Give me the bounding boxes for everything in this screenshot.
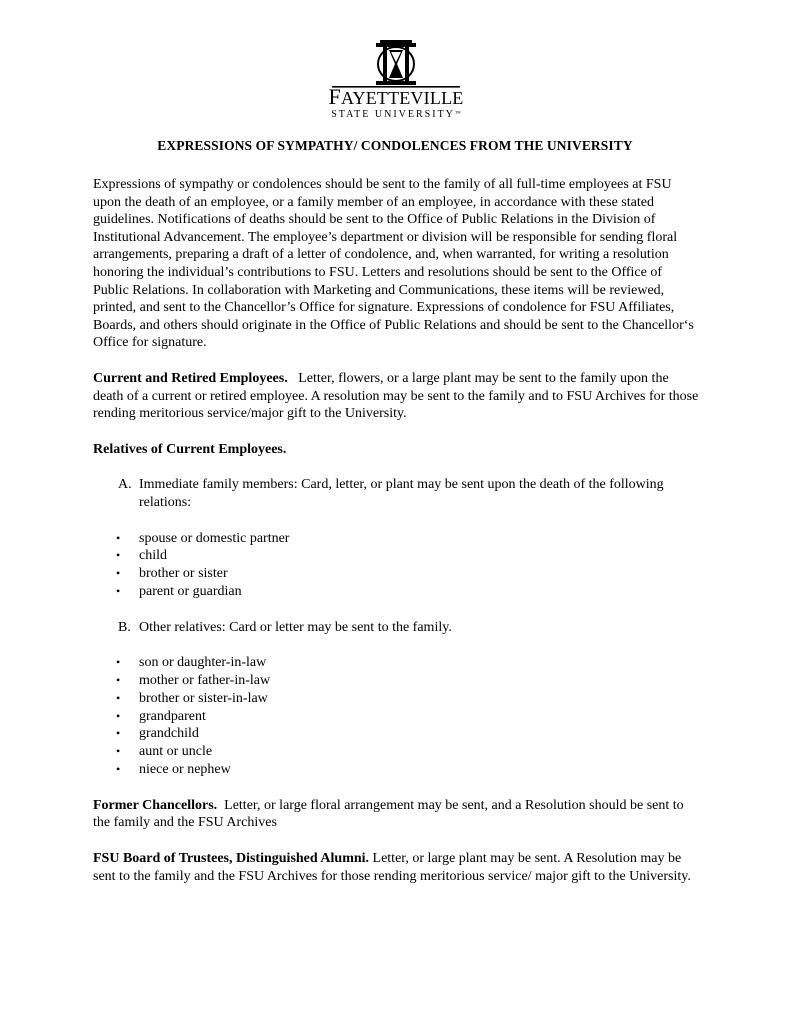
list-label: A. bbox=[118, 477, 132, 493]
current-retired-section bbox=[93, 370, 701, 423]
section-text: Letter, or large plant may be sent. A Resolution may be sent to the family and the FSU Archives for those rending meritorious service/ major gift to the University. bbox=[93, 851, 691, 884]
list-item: • child bbox=[116, 548, 167, 564]
list-text: Other relatives: Card or letter may be sent to the family. bbox=[139, 619, 452, 635]
bullet-icon: • bbox=[116, 762, 121, 777]
bullet-icon: • bbox=[116, 655, 121, 670]
section-heading: Current and Retired Employees. bbox=[93, 370, 288, 386]
other-relatives-item bbox=[118, 619, 701, 637]
list-item: • niece or nephew bbox=[116, 762, 231, 778]
list-text: Immediate family members: Card, letter, or plant may be sent upon the death of the following relations: bbox=[139, 477, 664, 510]
section-heading: Former Chancellors. bbox=[93, 797, 218, 813]
list-item: • brother or sister-in-law bbox=[116, 690, 268, 706]
list-item: • grandparent bbox=[116, 708, 206, 724]
section-text: Letter, or large floral arrangement may be sent, and a Resolution should be sent to the family and the FSU Archives bbox=[93, 797, 684, 831]
bullet-icon: • bbox=[116, 673, 121, 688]
list-item: • aunt or uncle bbox=[116, 744, 213, 760]
list-item: • son or daughter-in-law bbox=[116, 655, 267, 671]
bullet-icon: • bbox=[116, 530, 121, 545]
bullet-icon: • bbox=[116, 744, 121, 759]
bullet-icon: • bbox=[116, 726, 121, 741]
trustees-alumni-section bbox=[93, 850, 701, 885]
relatives-section bbox=[93, 441, 701, 797]
logo-subtitle: STATE UNIVERSITY™ bbox=[331, 109, 461, 120]
bullet-icon: • bbox=[116, 583, 121, 598]
section-heading: FSU Board of Trustees, Distinguished Alumni. bbox=[93, 851, 370, 867]
university-logo bbox=[328, 40, 464, 124]
bullet-icon: • bbox=[116, 548, 121, 563]
list-item: • brother or sister bbox=[116, 566, 228, 582]
intro-paragraph: Expressions of sympathy or condolences should be sent to the family of all full-time employees at FSU upon the death of an employee, or a family member of an employee, in accordance with these stated guidelines. Notifications of deaths should be sent to the Office of Public Relations in the Division of Institutional Advancement. The employee’s department or division will be responsible for sending floral arrangements, preparing a draft of a letter of condolence, and, when warranted, for writing a resolution honoring the individual’s contributions to FSU. Letters and resolutions should be sent to the Office of Public Relations. In collaboration with Marketing and Communications, these items will be reviewed, printed, and sent to the Chancellor’s Office for signature. Expressions of condolence for FSU Affiliates, Boards, and others should originate in the Office of Public Relations and should be sent to the Chancellor‘s Office for signature. bbox=[93, 177, 694, 351]
list-item: • grandchild bbox=[116, 726, 199, 742]
section-text: Letter, flowers, or a large plant may be sent to the family upon the death of a current or retired employee. A resolution may be sent to the family and to FSU Archives for those rending meritorious service/major gift to the University. bbox=[93, 370, 699, 422]
hourglass-emblem-icon bbox=[328, 40, 464, 88]
logo-university-name: FAYETTEVILLE bbox=[328, 84, 464, 109]
document-body bbox=[93, 176, 701, 903]
immediate-family-item bbox=[118, 476, 701, 511]
bullet-icon: • bbox=[116, 690, 121, 705]
section-heading: Relatives of Current Employees. bbox=[93, 441, 287, 457]
list-item: • parent or guardian bbox=[116, 583, 242, 599]
list-item: • spouse or domestic partner bbox=[116, 530, 290, 546]
immediate-family-list bbox=[93, 530, 701, 601]
bullet-icon: • bbox=[116, 566, 121, 581]
page-title: EXPRESSIONS OF SYMPATHY/ CONDOLENCES FROM THE UNIVERSITY bbox=[157, 138, 633, 153]
other-relatives-list bbox=[93, 654, 701, 779]
list-item: • mother or father-in-law bbox=[116, 673, 271, 689]
list-label: B. bbox=[118, 619, 131, 635]
former-chancellors-section bbox=[93, 797, 701, 832]
bullet-icon: • bbox=[116, 708, 121, 723]
